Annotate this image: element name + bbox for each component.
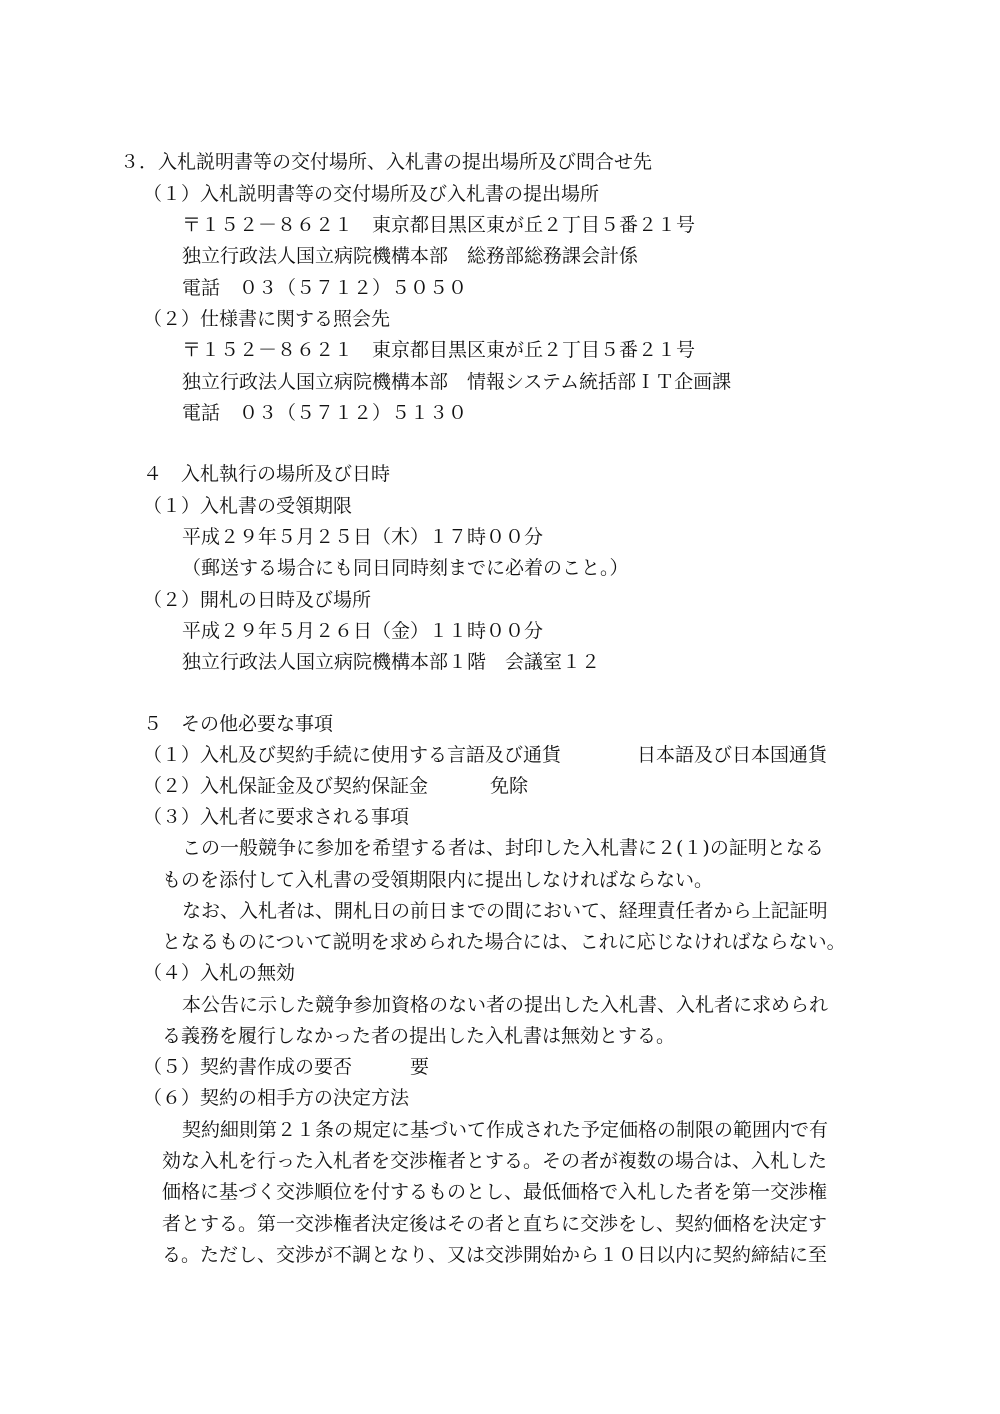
section5-item6-line1: 契約細則第２１条の規定に基づいて作成された予定価格の制限の範囲内で有: [182, 1119, 829, 1141]
section3-item1-address: 〒１５２－８６２１ 東京都目黒区東が丘２丁目５番２１号: [182, 214, 696, 236]
section3-item2-phone: 電話 ０３（５７１２）５１３０: [182, 402, 468, 424]
section3-item1-heading: （１）入札説明書等の交付場所及び入札書の提出場所: [143, 183, 600, 205]
section4-item1-note: （郵送する場合にも同日同時刻までに必着のこと。）: [182, 557, 629, 579]
section5-item5-label: （５）契約書作成の要否: [143, 1056, 353, 1078]
section5-item6-line3: 価格に基づく交渉順位を付するものとし、最低価格で入札した者を第一交渉権: [162, 1181, 828, 1203]
section5-item1-value: 日本語及び日本国通貨: [637, 744, 828, 766]
section5-heading: ５ その他必要な事項: [143, 713, 334, 735]
section5-item3-para1-line1: この一般競争に参加を希望する者は、封印した入札書に２(１)の証明となる: [182, 837, 824, 859]
section5-item4-line2: る義務を履行しなかった者の提出した入札書は無効とする。: [162, 1025, 676, 1047]
section5-item3-para1-line2: ものを添付して入札書の受領期限内に提出しなければならない。: [162, 869, 714, 891]
section5-item3-para2-line1: なお、入札者は、開札日の前日までの間において、経理責任者から上記証明: [182, 900, 828, 922]
section3-item2-org: 独立行政法人国立病院機構本部 情報システム統括部ＩＴ企画課: [182, 371, 732, 393]
section3-item2-heading: （２）仕様書に関する照会先: [143, 308, 391, 330]
section5-item6-line4: 者とする。第一交渉権者決定後はその者と直ちに交渉をし、契約価格を決定す: [162, 1213, 828, 1235]
section5-item4-line1: 本公告に示した競争参加資格のない者の提出した入札書、入札者に求められ: [182, 994, 829, 1016]
section4-item2-heading: （２）開札の日時及び場所: [143, 589, 372, 611]
section5-item4-heading: （４）入札の無効: [143, 962, 296, 984]
section5-item6-line2: 効な入札を行った入札者を交渉権者とする。その者が複数の場合は、入札した: [162, 1150, 828, 1172]
section5-item6-heading: （６）契約の相手方の決定方法: [143, 1087, 410, 1109]
section5-item6-line5: る。ただし、交渉が不調となり、又は交渉開始から１０日以内に契約締結に至: [162, 1244, 828, 1266]
section5-item1-label: （１）入札及び契約手続に使用する言語及び通貨: [143, 744, 562, 766]
section5-item3-heading: （３）入札者に要求される事項: [143, 806, 410, 828]
section4-item1-datetime: 平成２９年５月２５日（木）１７時００分: [182, 526, 544, 548]
section4-item2-datetime: 平成２９年５月２６日（金）１１時００分: [182, 620, 544, 642]
section3-item1-org: 独立行政法人国立病院機構本部 総務部総務課会計係: [182, 245, 639, 267]
section4-item2-place: 独立行政法人国立病院機構本部１階 会議室１２: [182, 651, 601, 673]
section3-item1-phone: 電話 ０３（５７１２）５０５０: [182, 277, 468, 299]
section5-item2-value: 免除: [490, 775, 529, 797]
section5-item5-value: 要: [410, 1056, 430, 1078]
section4-heading: ４ 入札執行の場所及び日時: [143, 463, 391, 485]
section3-heading: ３．入札説明書等の交付場所、入札書の提出場所及び問合せ先: [120, 151, 653, 173]
section5-item3-para2-line2: となるものについて説明を求められた場合には、これに応じなければならない。: [162, 931, 846, 953]
section3-item2-address: 〒１５２－８６２１ 東京都目黒区東が丘２丁目５番２１号: [182, 339, 696, 361]
section4-item1-heading: （１）入札書の受領期限: [143, 495, 353, 517]
section5-item2-label: （２）入札保証金及び契約保証金: [143, 775, 429, 797]
